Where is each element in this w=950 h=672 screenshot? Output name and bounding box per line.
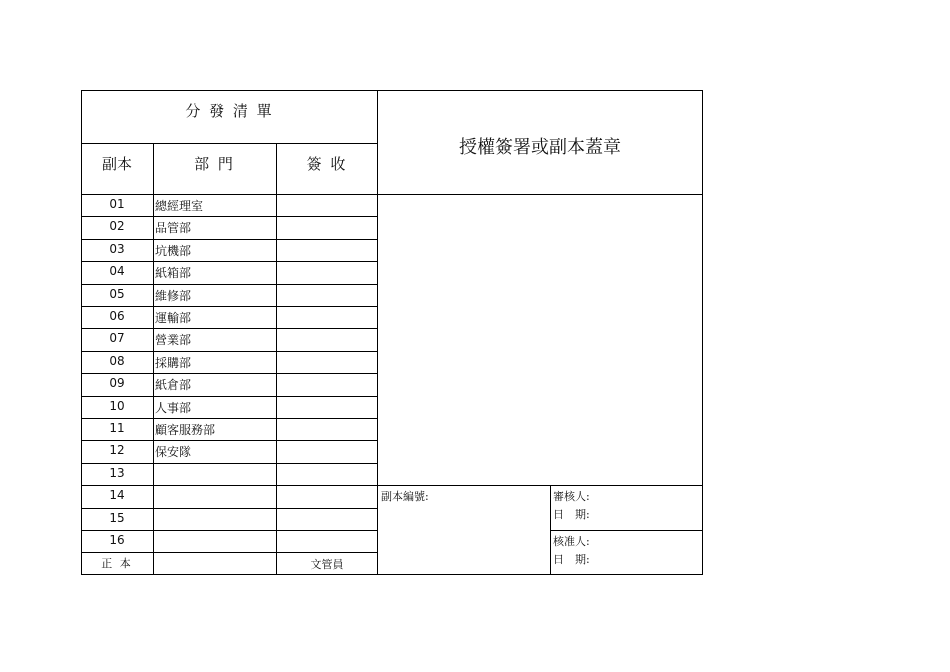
row-divider: [81, 485, 378, 486]
row-divider: [81, 373, 378, 374]
row-divider: [81, 463, 378, 464]
row-copy-number: 04: [109, 264, 125, 278]
copy-number-label: 副本編號:: [381, 490, 429, 503]
column-header-copy: 副本: [101, 155, 132, 173]
row-copy-number: 08: [109, 354, 125, 368]
row-department: 顧客服務部: [155, 423, 216, 437]
row-department: 坑機部: [155, 244, 192, 258]
row-divider: [81, 552, 378, 553]
row-divider: [81, 284, 378, 285]
row-copy-number: 16: [109, 533, 125, 547]
row-copy-number: 12: [109, 443, 125, 457]
row-divider: [81, 396, 378, 397]
row-department: 採購部: [155, 356, 192, 370]
row-divider: [81, 418, 378, 419]
row-department: 運輸部: [155, 311, 192, 325]
row-signature[interactable]: 文管員: [310, 558, 344, 571]
approver-label: 核准人:: [553, 535, 590, 548]
row-copy-number: 05: [109, 287, 125, 301]
row-department: 紙箱部: [155, 266, 192, 280]
row-department: 品管部: [155, 221, 192, 235]
row-divider: [81, 239, 378, 240]
row-department: 紙倉部: [155, 378, 192, 392]
row-divider: [81, 508, 378, 509]
row-department: 保安隊: [155, 445, 192, 459]
row-department: 營業部: [155, 333, 192, 347]
row-copy-number: 正 本: [101, 557, 133, 570]
row-divider: [81, 351, 378, 352]
row-copy-number: 14: [109, 488, 125, 502]
row-copy-number: 01: [109, 197, 125, 211]
row-divider: [81, 328, 378, 329]
row-department: 人事部: [155, 401, 192, 415]
approver-date-label: 日 期:: [553, 553, 590, 566]
row-divider: [81, 530, 378, 531]
row-divider: [81, 194, 378, 195]
row-department: 維修部: [155, 289, 192, 303]
row-copy-number: 06: [109, 309, 125, 323]
row-copy-number: 13: [109, 466, 125, 480]
column-header-department: 部 門: [194, 155, 235, 173]
row-copy-number: 11: [109, 421, 125, 435]
row-copy-number: 02: [109, 219, 125, 233]
row-copy-number: 10: [109, 399, 125, 413]
distribution-list-title: 分 發 清 單: [185, 102, 274, 120]
column-header-signature: 簽 收: [306, 155, 348, 173]
reviewer-date-label: 日 期:: [553, 508, 590, 521]
row-copy-number: 15: [109, 511, 125, 525]
reviewer-label: 審核人:: [553, 490, 590, 503]
row-department: 總經理室: [155, 199, 204, 213]
row-divider: [81, 216, 378, 217]
row-copy-number: 03: [109, 242, 125, 256]
row-divider: [81, 306, 378, 307]
row-divider: [81, 440, 378, 441]
row-divider: [81, 261, 378, 262]
authorization-title: 授權簽署或副本蓋章: [459, 137, 621, 158]
row-copy-number: 07: [109, 331, 125, 345]
row-copy-number: 09: [109, 376, 125, 390]
